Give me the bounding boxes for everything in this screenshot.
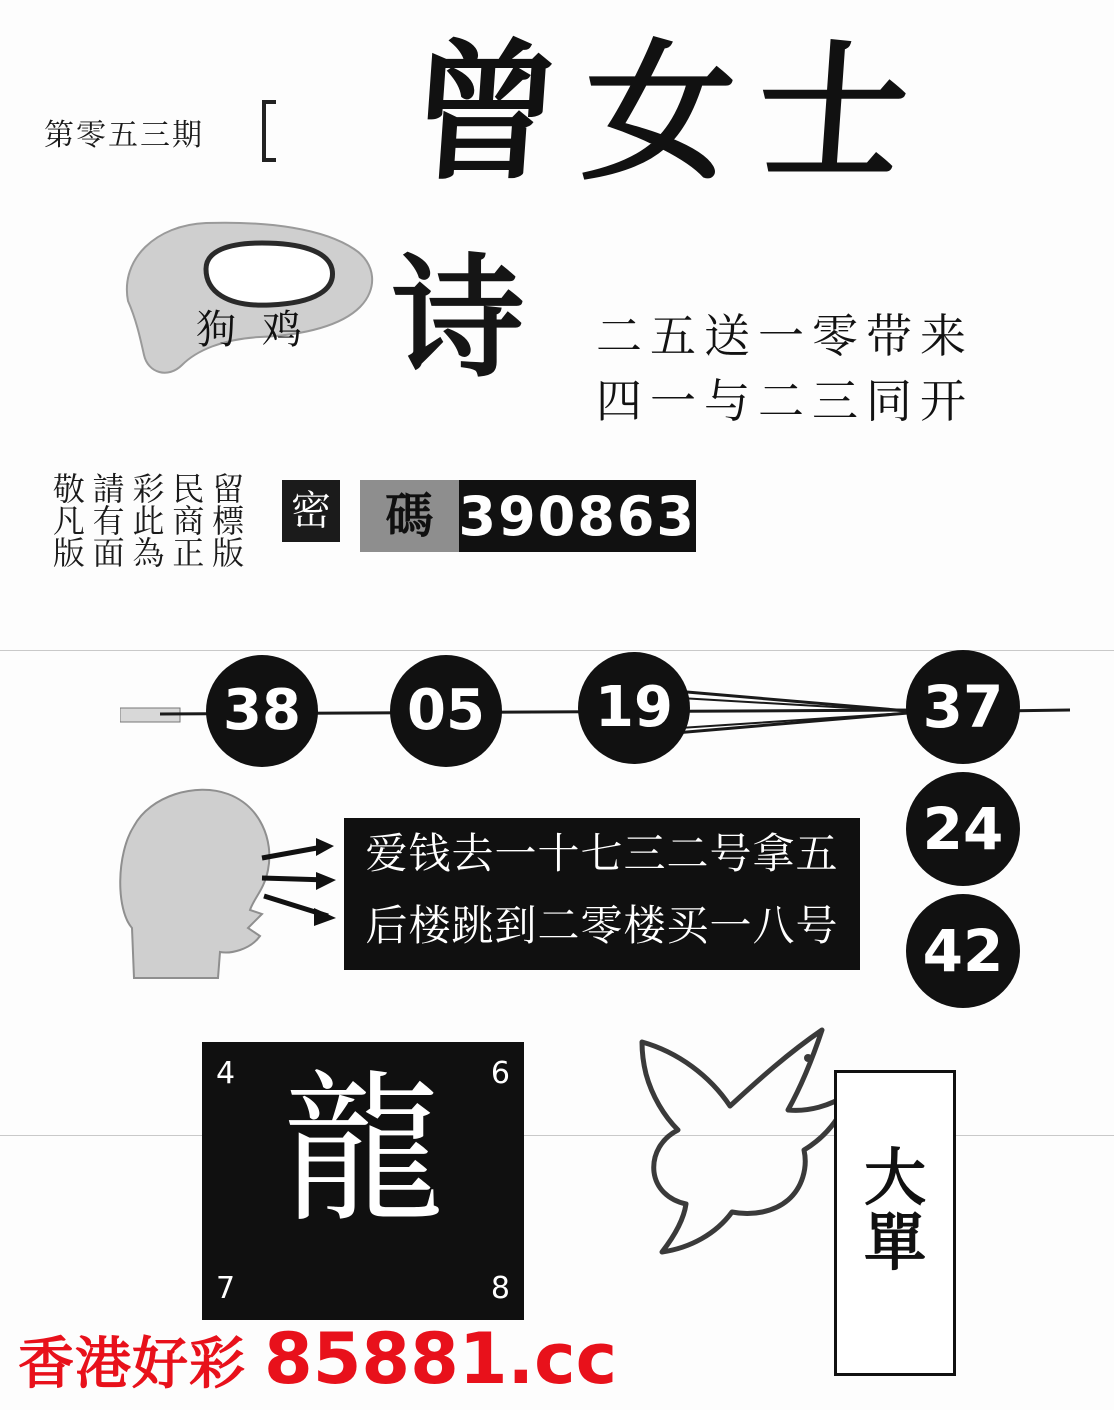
zodiac-corner-top-right: 6 <box>490 1056 510 1091</box>
notice-col-4-text: 民商正 <box>167 472 206 568</box>
notice-column-4 <box>167 472 206 568</box>
zodiac-character: 龍 <box>282 1057 444 1245</box>
vframe-char-2: 單 <box>863 1206 926 1280</box>
notice-block <box>47 472 246 568</box>
lottery-ball: 38 <box>206 655 318 767</box>
zodiac-corner-top-left: 4 <box>216 1056 236 1091</box>
slogan-box <box>344 818 860 970</box>
secret-code-bar <box>360 480 696 552</box>
lottery-ball: 37 <box>906 650 1020 764</box>
watermark-url: 85881.cc <box>264 1318 618 1400</box>
lottery-ball: 42 <box>906 894 1020 1008</box>
notice-column-1 <box>48 472 84 568</box>
issue-bracket-decoration <box>262 100 276 162</box>
lottery-ball: 05 <box>390 655 502 767</box>
poem-line-2: 四一与二三同开 <box>596 374 974 428</box>
slogan-line-2: 后楼跳到二零楼买一八号 <box>365 901 839 950</box>
issue-label: 第零五三期 <box>44 118 204 153</box>
lottery-ball: 19 <box>578 652 690 764</box>
vertical-frame-text <box>837 1141 953 1280</box>
zodiac-corner-bottom-left: 7 <box>216 1271 236 1306</box>
secret-code-label: 碼 <box>360 480 459 552</box>
vframe-char-1: 大 <box>863 1141 926 1214</box>
watermark-brand: 香港好彩 <box>18 1332 246 1397</box>
slogan-line-1: 爱钱去一十七三二号拿五 <box>365 829 839 878</box>
notice-col-2-text: 請有面 <box>87 472 126 568</box>
notice-column-3 <box>128 472 164 568</box>
notice-column-2 <box>88 472 124 568</box>
animal-label-left: 狗 <box>196 307 262 353</box>
notice-column-5 <box>207 472 246 568</box>
secret-code-digits: 390863 <box>458 484 696 548</box>
vertical-text-frame <box>834 1070 956 1376</box>
animal-labels <box>196 298 328 355</box>
poem-heading-char: 诗 <box>392 241 524 396</box>
poem-line-1: 二五送一零带来 <box>596 309 974 363</box>
watermark <box>18 1318 617 1400</box>
page-title: 曾女士 <box>403 25 939 201</box>
animal-label-right: 鸡 <box>262 307 328 353</box>
zodiac-box <box>202 1042 524 1320</box>
lottery-ball: 24 <box>906 772 1020 886</box>
seal-stamp: 密 <box>282 480 340 542</box>
notice-col-5-text: 留標版 <box>207 472 246 568</box>
notice-col-3-text: 彩此為 <box>127 472 166 568</box>
divider-line-top <box>0 650 1114 651</box>
zodiac-corner-bottom-right: 8 <box>490 1271 510 1306</box>
speech-arrows-icon <box>258 838 358 938</box>
notice-col-1-text: 敬凡版 <box>47 472 86 568</box>
